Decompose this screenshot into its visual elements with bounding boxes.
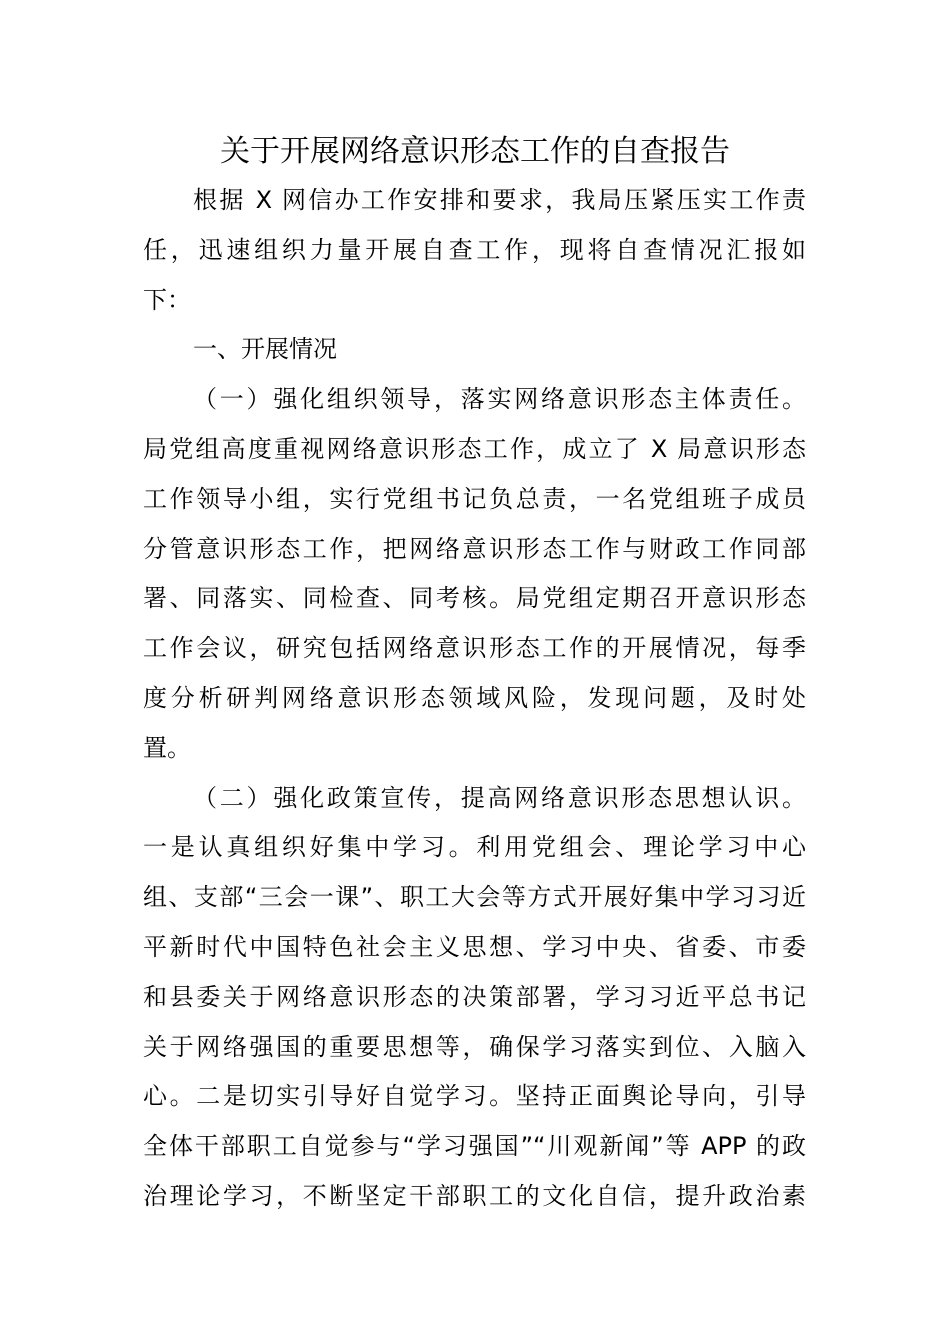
text-line: （二）强化政策宣传，提高网络意识形态思想认识。 bbox=[193, 783, 806, 812]
text-line: 分管意识形态工作，把网络意识形态工作与财政工作同部 bbox=[143, 534, 806, 563]
text-line: 下： bbox=[143, 285, 191, 314]
text-line: 工作会议，研究包括网络意识形态工作的开展情况，每季 bbox=[143, 634, 806, 663]
text-line: 一、开展情况 bbox=[193, 335, 337, 364]
text-line: 置。 bbox=[143, 733, 191, 762]
text-line: 心。二是切实引导好自觉学习。坚持正面舆论导向，引导 bbox=[143, 1082, 806, 1111]
text-line: 和县委关于网络意识形态的决策部署，学习习近平总书记 bbox=[143, 982, 806, 1011]
text-line: 平新时代中国特色社会主义思想、学习中央、省委、市委 bbox=[143, 933, 806, 961]
text-line: 任，迅速组织力量开展自查工作，现将自查情况汇报如 bbox=[143, 235, 806, 264]
text-line: 关于网络强国的重要思想等，确保学习落实到位、入脑入 bbox=[143, 1032, 806, 1061]
text-line: （一）强化组织领导，落实网络意识形态主体责任。 bbox=[193, 385, 806, 414]
text-line: 全体干部职工自觉参与“学习强国”“川观新闻”等 APP 的政 bbox=[143, 1132, 806, 1161]
text-line: 署、同落实、同检查、同考核。局党组定期召开意识形态 bbox=[143, 584, 806, 613]
text-line: 组、支部“三会一课”、职工大会等方式开展好集中学习习近 bbox=[143, 883, 806, 912]
text-line: 工作领导小组，实行党组书记负总责，一名党组班子成员 bbox=[143, 484, 806, 513]
text-line: 局党组高度重视网络意识形态工作，成立了 X 局意识形态 bbox=[143, 435, 806, 463]
text-line: 根据 X 网信办工作安排和要求，我局压紧压实工作责 bbox=[193, 186, 806, 214]
text-line: 治理论学习，不断坚定干部职工的文化自信，提升政治素 bbox=[143, 1182, 806, 1210]
document-title: 关于开展网络意识形态工作的自查报告 bbox=[220, 134, 730, 169]
text-line: 一是认真组织好集中学习。利用党组会、理论学习中心 bbox=[143, 833, 806, 862]
text-line: 度分析研判网络意识形态领域风险，发现问题，及时处 bbox=[143, 684, 806, 712]
